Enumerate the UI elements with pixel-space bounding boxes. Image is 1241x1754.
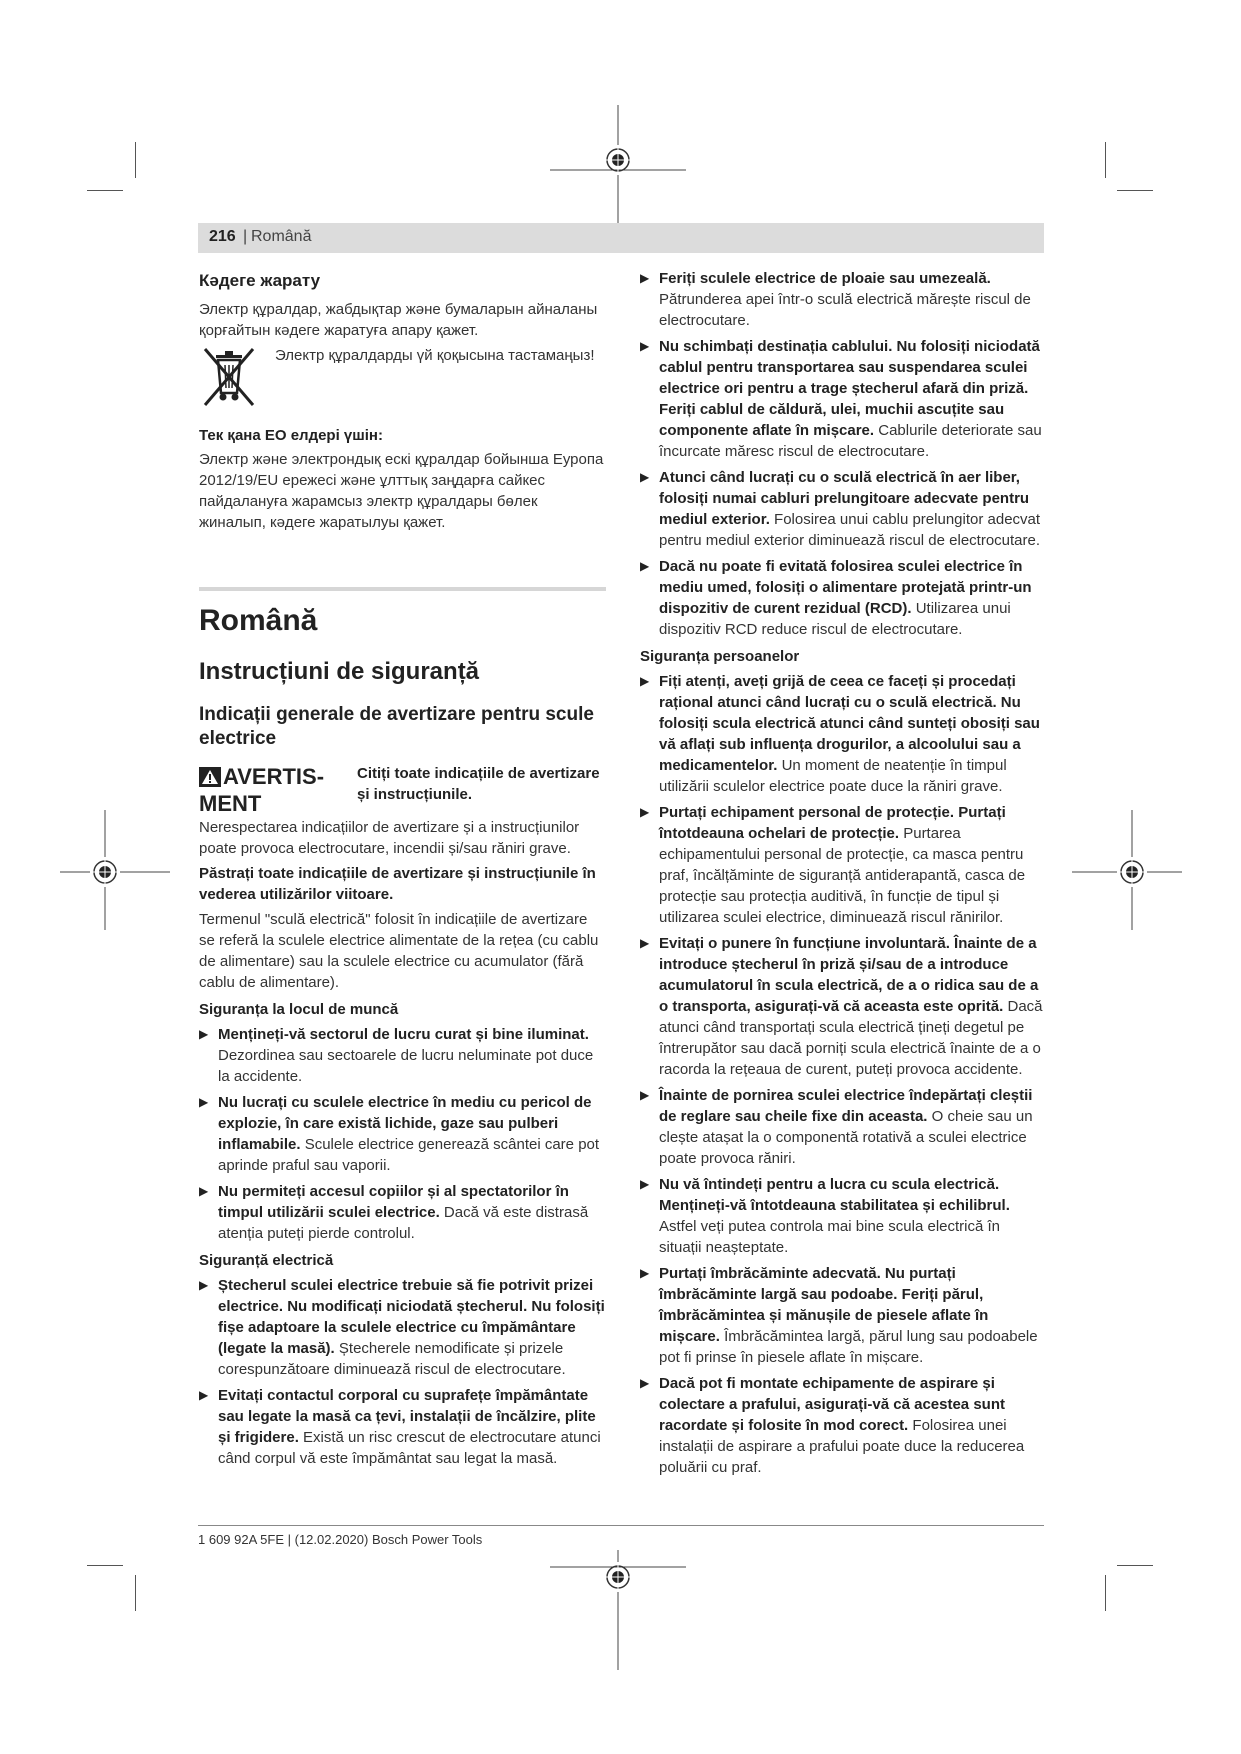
crop-mark (135, 142, 136, 178)
list-item: ▶ Purtați îmbrăcăminte adecvată. Nu purtați îmbrăcăminte largă sau podoabe. Feriți părul, îmbrăcămintea și mănușile de piesele aflate în mișcare. Îmbrăcămintea largă, părul lung sau podoabele pot fi prinse în piesele aflate în mișcare. (640, 1265, 1038, 1366)
page-number: 216 (209, 228, 236, 245)
header-separator: | (243, 228, 248, 245)
warning-triangle-icon (199, 767, 221, 787)
left-column (199, 268, 606, 1474)
bullet-icon: ▶ (199, 1388, 209, 1402)
header-language: Română (251, 228, 312, 245)
right-column (640, 268, 1045, 1483)
electric-list-right (640, 268, 1045, 640)
workplace-list (199, 1024, 606, 1244)
persons-heading: Siguranța persoanelor (640, 648, 800, 665)
crop-mark (87, 190, 123, 191)
crop-mark (1117, 190, 1153, 191)
bullet-icon: ▶ (640, 271, 650, 285)
language-title: Română (199, 604, 318, 637)
bullet-icon: ▶ (640, 1376, 650, 1390)
list-item: ▶ Nu permiteți accesul copiilor și al spectatorilor în timpul utilizării sculei electrice. Dacă vă este distrasă atenția puteți pierde controlul. (199, 1183, 589, 1242)
list-item: ▶ Dacă pot fi montate echipamente de aspirare și colectare a prafului, asigurați-vă că acestea sunt racordate și folosite în mod corect. Folosirea unei instalații de aspirare a prafului poate duce la reducerea poluării cu praf. (640, 1375, 1025, 1476)
list-item: ▶ Fiți atenți, aveți grijă de ceea ce faceți și procedați rațional atunci când lucrați cu o sculă electrică. Nu folosiți scula electrică atunci când sunteți obosiți sau vă aflați sub influența drogurilor, a alcoolului sau a medicamentelor. Un moment de neatenție în timpul utilizării sculelor electrice poate duce la răniri grave. (640, 673, 1040, 795)
list-item: ▶ Evitați o punere în funcțiune involuntară. Înainte de a introduce ștecherul în priză și/sau de a introduce acumulatorul în scula electrică, de a o ridica sau de a o transporta, asigurați-vă că aceasta este oprită. Dacă atunci când transportați scula electrică țineți degetul pe întrerupător sau dacă porniți scula electrică înainte de a o racorda la rețeaua de curent, puteți provoca accidente. (640, 935, 1043, 1078)
warning-text: Nerespectarea indicațiilor de avertizare și a instrucțiunilor poate provoca electrocutare, incendii și/sau răniri grave. (199, 819, 580, 857)
disposal-text: Электр құралдар, жабдықтар және бумаларын айналаны қорғайтын кәдеге жаратуға апару қажет. (199, 301, 598, 339)
list-item: ▶ Mențineți-vă sectorul de lucru curat și bine iluminat. Dezordinea sau sectoarele de lucru neluminate pot duce la accidente. (199, 1026, 594, 1085)
workplace-heading: Siguranța la locul de muncă (199, 1001, 399, 1018)
keep-instructions-text: Păstrați toate indicațiile de avertizare și instrucțiunile în vederea utilizărilor viitoare. (199, 865, 596, 903)
list-item: ▶ Ștecherul sculei electrice trebuie să fie potrivit prizei electrice. Nu modificați niciodată ștecherul. Nu folosiți fișe adaptoare la sculele electrice cu împământare (legate la masă). Ștecherele nemodificate și prizele corespunzătoare diminuează riscul de electrocutare. (199, 1277, 605, 1378)
list-item: ▶ Purtați echipament personal de protecție. Purtați întotdeauna ochelari de protecție. Purtarea echipamentului personal de protecție, ca masca pentru praf, încălțăminte de siguranță antiderapantă, casca de protecție sau protecția auditivă, în funcție de tipul și utilizarea sculei electrice, diminuează riscul rănirilor. (640, 804, 1026, 926)
bullet-icon: ▶ (199, 1184, 209, 1198)
bullet-icon: ▶ (640, 805, 650, 819)
bullet-icon: ▶ (640, 1177, 650, 1191)
bullet-icon: ▶ (199, 1278, 209, 1292)
list-item: ▶ Evitați contactul corporal cu suprafețe împământate sau legate la masă ca țevi, instalații de încălzire, plite și frigidere. Există un risc crescut de electrocutare atunci când corpul vă este împământat sau legat la masă. (199, 1387, 601, 1467)
list-item: ▶ Nu lucrați cu sculele electrice în mediu cu pericol de explozie, în care există lichide, gaze sau pulberi inflamabile. Sculele electrice generează scântei care pot aprinde praful sau vaporii. (199, 1094, 600, 1174)
bullet-icon: ▶ (640, 470, 650, 484)
weee-text: Электр құралдарды үй қоқысына тастамаңыз! (275, 347, 595, 364)
bullet-icon: ▶ (640, 339, 650, 353)
list-item: ▶ Înainte de pornirea sculei electrice îndepărtați cleștii de reglare sau cheile fixe din aceasta. O cheie sau un clește atașat la o componentă rotativă a sculei electrice poate provoca răniri. (640, 1087, 1033, 1167)
section-divider (199, 587, 606, 591)
safety-title: Instrucțiuni de siguranță (199, 658, 480, 685)
bullet-icon: ▶ (640, 674, 650, 688)
bullet-icon: ▶ (640, 936, 650, 950)
crossed-out-wheelie-bin-icon (199, 345, 259, 409)
registration-mark-top (550, 105, 686, 225)
term-definition-text: Termenul "sculă electrică" folosit în indicațiile de avertizare se referă la sculele electrice alimentate de la rețea (cu cablu de alimentare) sau la sculele electrice cu acumulator (fără cablu de alimentare). (199, 911, 599, 991)
crop-mark (1105, 142, 1106, 178)
crop-mark (135, 1575, 136, 1611)
footer-text: 1 609 92A 5FE | (12.02.2020) Bosch Power Tools (198, 1532, 483, 1547)
crop-mark (87, 1565, 123, 1566)
footer-rule (198, 1525, 1044, 1526)
bullet-icon: ▶ (199, 1027, 209, 1041)
bullet-icon: ▶ (640, 1266, 650, 1280)
weee-notice (199, 345, 606, 409)
bullet-icon: ▶ (640, 559, 650, 573)
disposal-heading: Кәдеге жарату (199, 271, 321, 290)
electric-list-left (199, 1275, 606, 1469)
registration-mark-left (60, 810, 170, 930)
list-item: ▶ Feriți sculele electrice de ploaie sau umezeală. Pătrunderea apei într-o sculă electrică mărește riscul de electrocutare. (640, 270, 1031, 329)
list-item: ▶ Nu schimbați destinația cablului. Nu folosiți niciodată cablul pentru transportarea sau suspendarea sculei electrice ori pentru a trage ștecherul afară din priză. Feriți cablul de căldură, ulei, muchii ascuțite sau componente aflate în mișcare. Cablurile deteriorate sau încurcate măresc riscul de electrocutare. (640, 338, 1042, 460)
registration-mark-right (1072, 810, 1182, 930)
persons-list (640, 671, 1045, 1478)
eu-text: Электр және электрондық ескі құралдар бойынша Еуропа 2012/19/EU ережесі және ұлттық заңдарға сайкес пайдалануға жарамсыз электр құралдары бөлек жиналып, кәдеге жаратылуы қажет. (199, 451, 604, 531)
list-item: ▶ Atunci când lucrați cu o sculă electrică în aer liber, folosiți numai cabluri prelungitoare adecvate pentru mediul exterior. Folosirea unui cablu prelungitor adecvat pentru mediul exterior diminuează riscul de electrocutare. (640, 469, 1041, 549)
crop-mark (1117, 1565, 1153, 1566)
bullet-icon: ▶ (199, 1095, 209, 1109)
warning-label: AVERTIS-MENT (199, 764, 325, 816)
warning-block (199, 763, 606, 817)
header-band (198, 223, 1044, 253)
crop-mark (1105, 1575, 1106, 1611)
registration-mark-bottom (550, 1550, 686, 1670)
warning-lead: Citiți toate indicațiile de avertizare și instrucțiunile. (357, 765, 600, 803)
list-item: ▶ Dacă nu poate fi evitată folosirea sculei electrice în mediu umed, folosiți o alimentare protejată printr-un dispozitiv de curent rezidual (RCD). Utilizarea unui dispozitiv RCD reduce riscul de electrocutare. (640, 558, 1032, 638)
warning-right (357, 763, 606, 817)
bullet-icon: ▶ (640, 1088, 650, 1102)
electric-heading: Siguranță electrică (199, 1252, 334, 1269)
list-item: ▶ Nu vă întindeți pentru a lucra cu scula electrică. Mențineți-vă întotdeauna stabilitatea și echilibrul. Astfel veți putea controla mai bine scula electrică în situații neașteptate. (640, 1176, 1010, 1256)
general-warnings-title: Indicații generale de avertizare pentru scule electrice (199, 704, 594, 749)
eu-heading: Тек қана ЕО елдері үшін: (199, 427, 383, 444)
